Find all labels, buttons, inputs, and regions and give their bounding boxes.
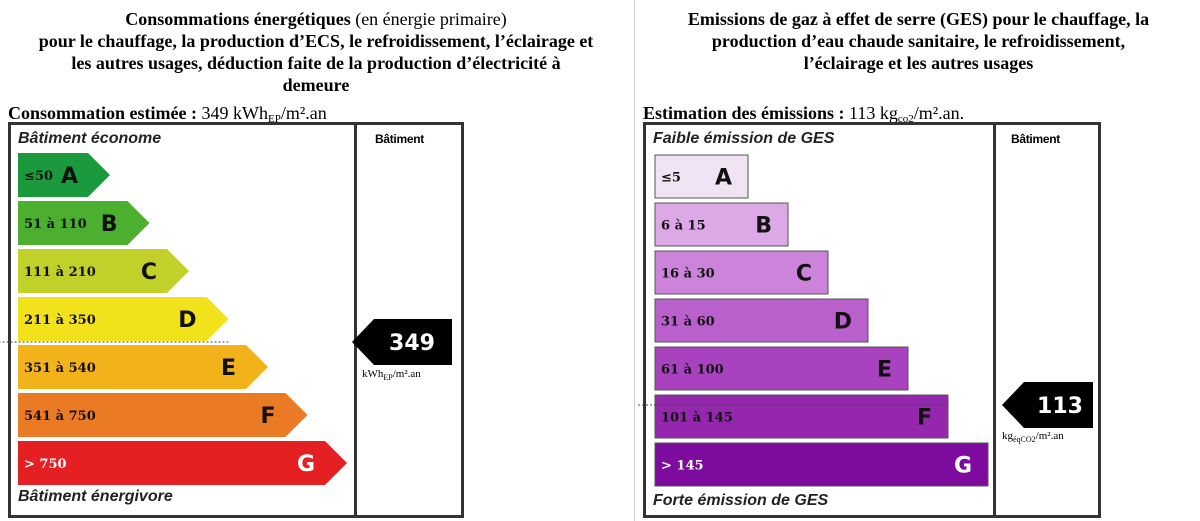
class-letter-b: B [755,213,772,239]
energy-bottom-label: Bâtiment énergivore [18,488,173,505]
class-letter-e: E [220,356,236,381]
ges-panel [637,0,1200,521]
energy-title-line-2: pour le chauffage, la production d’ECS, le refroidissement, l’éclairage et [38,31,594,51]
class-bar-e [655,347,908,390]
class-letter-f: F [260,404,276,429]
value-marker-label: 113 [1037,394,1083,419]
ges-estimate-value: 113 kg [849,103,898,123]
class-bar-a [18,153,110,197]
class-bar-d [18,297,229,341]
class-range-f: 101 à 145 [661,410,733,426]
class-letter-g: G [953,453,972,479]
class-bar-shape-g [655,443,988,486]
class-letter-f: F [916,405,932,431]
class-bar-f [18,393,308,437]
energy-column-header: Bâtiment [375,132,424,146]
class-range-c: 111 à 210 [24,265,96,280]
class-range-c: 16 à 30 [661,266,715,282]
class-range-b: 51 à 110 [24,217,87,232]
ges-estimate-label: Estimation des émissions : [643,103,845,123]
class-range-f: 541 à 750 [24,409,96,424]
class-letter-g: G [296,452,315,477]
energy-title-line-3: les autres usages, déduction faite de la production d’électricité à [71,53,561,73]
class-letter-c: C [140,260,157,285]
energy-marker-unit: kWh$_{EP}$/m².an [362,368,421,383]
value-marker-label: 349 [389,331,435,356]
class-range-g: > 750 [24,457,67,472]
energy-estimate-sub: EP [267,113,281,125]
class-range-d: 31 à 60 [661,314,715,330]
ges-title-line-3: l’éclairage et les autres usages [803,53,1034,73]
class-bar-g [18,441,347,485]
class-letter-d: D [833,309,852,335]
energy-title-bold: Consommations énergétiques [125,9,351,29]
ges-column-header: Bâtiment [1011,132,1060,146]
class-bar-a [655,155,748,198]
class-letter-d: D [178,308,197,333]
energy-estimate-unit: /m².an [280,103,327,123]
class-letter-b: B [100,212,118,237]
ges-title-line-1: Emissions de gaz à effet de serre (GES) pour le chauffage, la [687,9,1150,29]
ges-bottom-label: Forte émission de GES [653,492,829,509]
class-range-a: ≤50 [24,169,53,184]
energy-title-normal: (en énergie primaire) [355,9,507,29]
class-range-b: 6 à 15 [661,218,706,234]
ges-bars [637,0,1200,521]
class-bar-c [18,249,189,293]
class-bar-b [18,201,150,245]
class-letter-a: A [714,165,732,191]
class-range-g: > 145 [661,458,704,474]
class-range-a: ≤5 [661,170,681,186]
energy-title-line-4: demeure [282,75,350,95]
class-bar-c [655,251,828,294]
class-range-e: 351 à 540 [24,361,96,376]
panel-divider [634,0,635,521]
class-bar-f [655,395,948,438]
ges-title-line-2: production d’eau chaude sanitaire, le refroidissement, [711,31,1126,51]
class-letter-a: A [60,164,78,189]
class-range-e: 61 à 100 [661,362,724,378]
ges-top-label: Faible émission de GES [653,130,835,147]
class-range-d: 211 à 350 [24,313,96,328]
ges-estimate-sub: co2 [897,113,914,125]
ges-estimate-unit: /m².an. [913,103,965,123]
energy-estimate-label: Consommation estimée : [8,103,197,123]
energy-estimate-value: 349 kWh [201,103,268,123]
class-letter-c: C [795,261,812,287]
energy-top-label: Bâtiment économe [18,130,162,147]
class-bar-e [18,345,268,389]
class-bar-d [655,299,868,342]
class-bar-b [655,203,788,246]
class-bar-g [655,443,988,486]
ges-marker-unit: $kg_{éqCO2}/m^2.an$ [1002,430,1064,445]
class-letter-e: E [876,357,892,383]
